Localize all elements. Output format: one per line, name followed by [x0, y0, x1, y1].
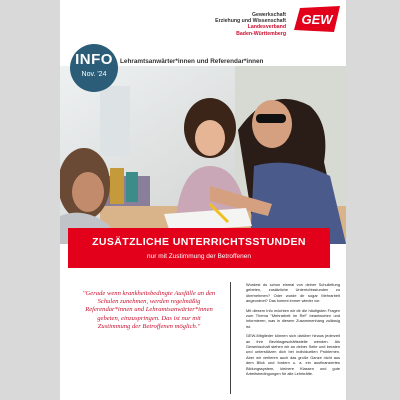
info-badge [70, 44, 118, 92]
audience-line: Lehramtsanwärter*innen und Referendar*innen [120, 58, 264, 65]
article-paragraph-1: Wurdest du schon einmal von deiner Schulleitung gebeten, zusätzliche Unterrichtsstunden zu übernehmen? Oder wurde dir sogar Mehrarbeit angeordnet? Das kommt immer wieder vor. [246, 282, 340, 304]
org-line-2: Erziehung und Wissenschaft [215, 18, 286, 25]
article-text [246, 282, 340, 381]
info-date: Nov. '24 [81, 71, 107, 78]
org-line-4: Baden-Württemberg [236, 30, 286, 37]
article-paragraph-2: Mit diesem Info möchten wir dir die häufigsten Fragen zum Thema "Mehrarbeit im Ref" beantworten und informieren, was in diesem Zusammenhang zulässig ist. [246, 307, 340, 329]
pull-quote: "Gerade wenn krankheitsbedingte Ausfälle an den Schulen zunehmen, werden regelmäßig Referendar*innen und Lehramtsanwärter*innen gebeten, einzuspringen. Das ist nur mit Zustimmung der Betroffenen möglich." [82, 290, 216, 330]
classroom-photo [60, 66, 346, 244]
org-line-3: Landesverband [247, 24, 286, 31]
org-line-1: Gewerkschaft [251, 12, 286, 18]
column-divider [230, 282, 231, 394]
headline-banner [68, 228, 330, 268]
flyer-page [60, 0, 346, 400]
info-title: INFO [75, 51, 113, 68]
gew-logo [294, 6, 340, 32]
headline-title: ZUSÄTZLICHE UNTERRICHTSSTUNDEN [92, 236, 306, 248]
org-name [166, 12, 286, 37]
gew-logo-text: GEW [301, 12, 333, 27]
headline-subtitle: nur mit Zustimmung der Betroffenen [147, 253, 251, 260]
article-paragraph-3: GEW-Mitglieder können sich darüber hinaus jederzeit an ihre Bezirksgeschäftsstelle wenden. Als Gewerkschaft stehen wir an deiner Seite und beraten und unterstützen dich bei individuellen Problemen. Aber wir verlieren auch das große Ganze nicht aus dem Blick und fordern u. a. ein ausfinanziertes Bildungssystem, kleinere Klassen und gute Arbeitsbedingungen für alle Lehrkräfte. [246, 333, 340, 377]
